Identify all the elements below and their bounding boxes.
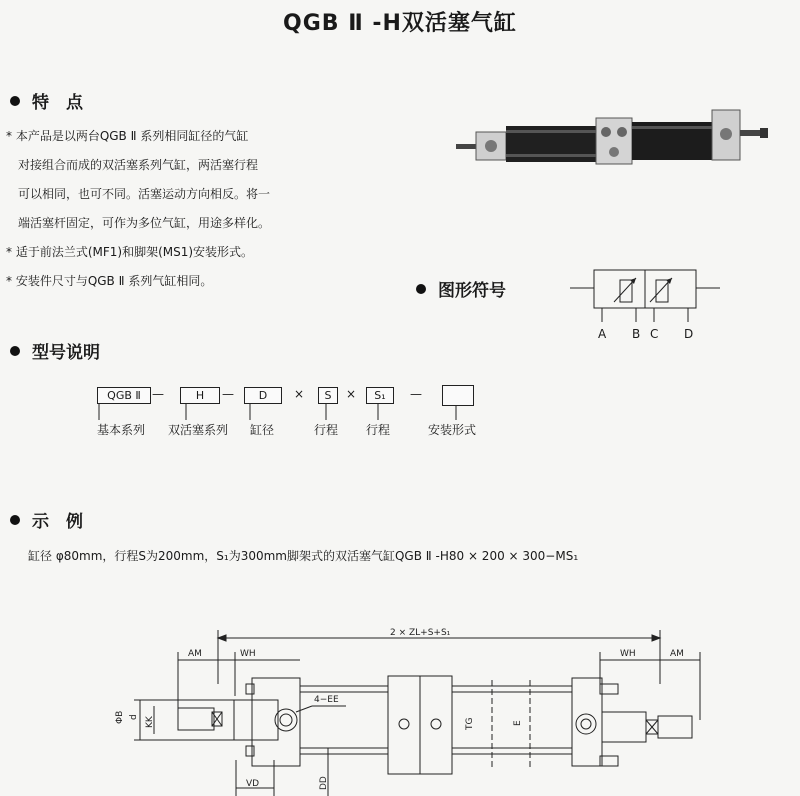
dim-ee: 4−EE [314, 695, 339, 705]
model-separator: × [346, 387, 357, 401]
dim-tg: TG [465, 717, 475, 730]
port-label: C [650, 327, 659, 341]
dim-d: d [129, 714, 139, 720]
bullet-icon [10, 96, 20, 106]
dim-am-left: AM [188, 649, 202, 659]
port-label: D [684, 327, 694, 341]
cylinder-photo [448, 104, 778, 174]
model-box-d: D [244, 387, 282, 404]
dim-wh-left: WH [240, 649, 256, 659]
model-box-s: S [318, 387, 338, 404]
dim-vd: VD [246, 779, 260, 789]
model-box-mount [442, 385, 474, 406]
feature-line: * 安装件尺寸与QGB Ⅱ 系列气缸相同。 [6, 274, 213, 288]
model-heading: 型号说明 [10, 338, 100, 363]
port-label: A [598, 327, 607, 341]
feature-line: * 适于前法兰式(MF1)和脚架(MS1)安装形式。 [6, 245, 254, 259]
dim-kk: KK [145, 716, 155, 728]
dim-dd: DD [319, 776, 329, 790]
feature-line: 端活塞杆固定，可作为多位气缸，用途多样化。 [6, 216, 271, 230]
example-text: 缸径 φ80mm，行程S为200mm，S₁为300mm脚架式的双活塞气缸QGB Ⅱ -H80 × 200 × 300−MS₁ [28, 549, 579, 563]
features-list [6, 122, 326, 296]
model-box-series: QGB Ⅱ [97, 387, 151, 404]
features-heading: 特 点 [10, 88, 83, 113]
pneumatic-symbol [570, 262, 720, 344]
bullet-icon [10, 515, 20, 525]
model-label: 缸径 [250, 423, 275, 437]
model-separator: × [294, 387, 305, 401]
dim-am-right: AM [670, 649, 684, 659]
bullet-icon [10, 346, 20, 356]
model-label: 行程 [366, 423, 391, 437]
dim-wh-right: WH [620, 649, 636, 659]
model-box-s1: S₁ [366, 387, 394, 404]
page-title: QGB Ⅱ -H双活塞气缸 [283, 11, 517, 36]
model-box-h: H [180, 387, 220, 404]
model-separator: — [410, 387, 422, 401]
feature-line: 可以相同，也可不同。活塞运动方向相反。将一 [6, 187, 271, 201]
model-label: 行程 [314, 423, 339, 437]
model-label: 基本系列 [97, 423, 146, 437]
dim-e: E [513, 720, 523, 726]
model-label: 安装形式 [428, 423, 477, 437]
bullet-icon [416, 284, 426, 294]
symbol-heading: 图形符号 [416, 276, 506, 301]
feature-line: * 本产品是以两台QGB Ⅱ 系列相同缸径的气缸 [6, 129, 249, 143]
model-separator: — [222, 387, 234, 401]
port-label: B [632, 327, 641, 341]
model-label: 双活塞系列 [168, 423, 229, 437]
dim-phi-b: ΦB [115, 710, 125, 724]
cylinder-dimension-drawing [100, 620, 720, 796]
feature-line: 对接组合而成的双活塞系列气缸，两活塞行程 [6, 158, 259, 172]
dim-total: 2 × ZL+S+S₁ [390, 628, 451, 638]
model-separator: — [152, 387, 164, 401]
example-heading: 示 例 [10, 507, 83, 532]
